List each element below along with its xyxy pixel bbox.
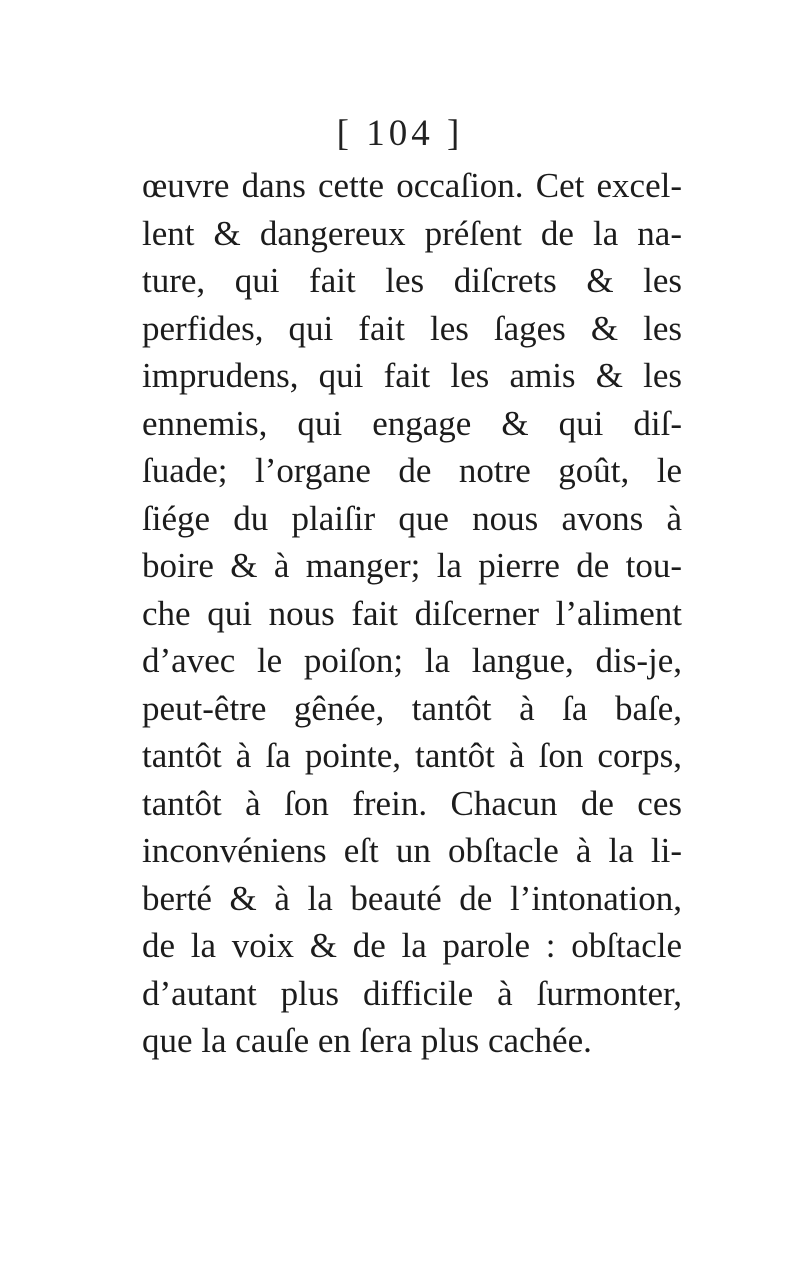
text-line: boire & à manger; la pierre de tou- — [142, 546, 682, 585]
text-line: peut-être gênée, tantôt à ſa baſe, — [142, 688, 682, 728]
text-line: ture, qui fait les diſcrets & les — [142, 261, 682, 300]
text-line: d’avec le poiſon; la langue, dis-je, — [142, 641, 682, 680]
text-line: œuvre dans cette occaſion. Cet excel- — [142, 166, 682, 205]
text-line: d’autant plus difficile à ſurmonter, — [142, 973, 682, 1013]
page-number: [ 104 ] — [336, 113, 464, 154]
text-line: lent & dangereux préſent de la na- — [142, 213, 682, 253]
text-line: imprudens, qui fait les amis & les — [142, 356, 682, 395]
text-line: ſuade; l’organe de notre goût, le — [142, 451, 682, 490]
text-line: ennemis, qui engage & qui diſ- — [142, 403, 682, 443]
body-text — [142, 162, 682, 1065]
text-line: inconvéniens eſt un obſtacle à la li- — [142, 831, 682, 870]
text-line: que la cauſe en ſera plus cachée. — [142, 1021, 592, 1060]
text-line: tantôt à ſa pointe, tantôt à ſon corps, — [142, 736, 682, 775]
text-line: de la voix & de la parole : obſtacle — [142, 926, 682, 965]
text-line: berté & à la beauté de l’intonation, — [142, 878, 682, 918]
text-line: tantôt à ſon frein. Chacun de ces — [142, 783, 682, 823]
text-line: perfides, qui fait les ſages & les — [142, 308, 682, 348]
text-line: ſiége du plaiſir que nous avons à — [142, 498, 682, 538]
text-line: che qui nous fait diſcerner l’aliment — [142, 593, 682, 633]
